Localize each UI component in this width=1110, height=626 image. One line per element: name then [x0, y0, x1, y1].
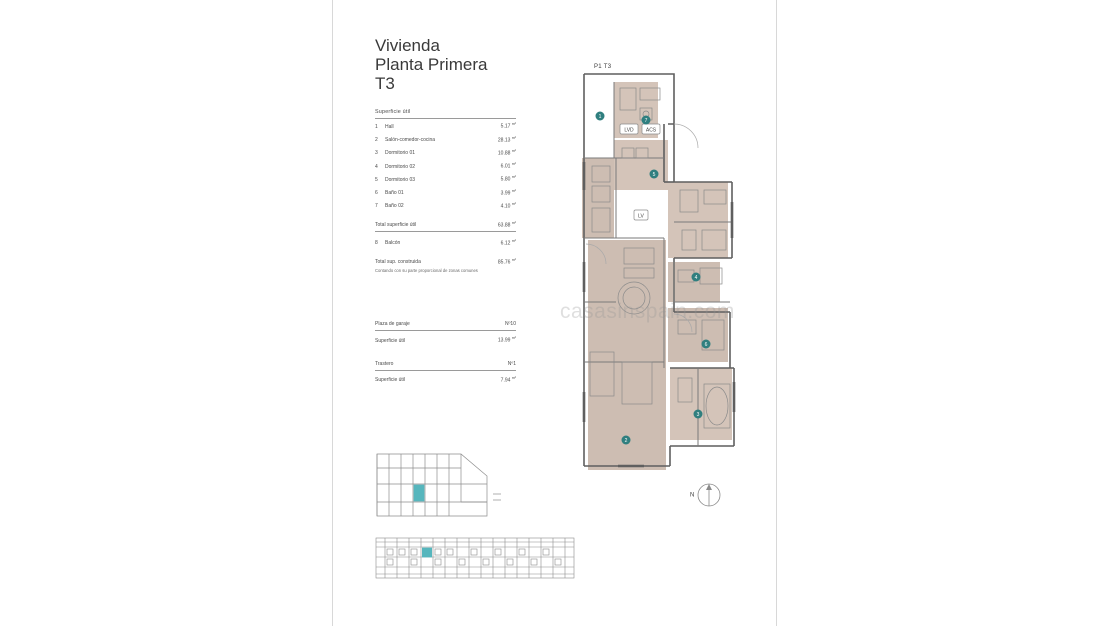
highlighted-unit — [414, 485, 425, 502]
table-row — [375, 172, 516, 185]
storage-value: Nº1 — [507, 360, 516, 367]
north-indicator — [690, 482, 722, 508]
row-name: Salón-comedor-cocina — [385, 137, 436, 144]
svg-text:LVD: LVD — [624, 127, 634, 134]
row-unit: m² — [511, 175, 516, 180]
row-name: Dormitorio 03 — [385, 176, 416, 183]
row-unit: m² — [511, 122, 516, 127]
garage-area-label: Superficie útil — [375, 337, 406, 344]
title-line-1: Vivienda — [375, 36, 440, 55]
svg-text:LV: LV — [638, 213, 644, 220]
total-useful-area-row — [375, 219, 516, 233]
svg-text:2: 2 — [624, 438, 628, 445]
page-frame-right-rule — [776, 0, 777, 626]
plan-code-label: P1 T3 — [594, 64, 612, 70]
surface-schedule — [375, 108, 516, 274]
row-unit: m² — [511, 188, 516, 193]
svg-text:7: 7 — [644, 118, 648, 125]
svg-text:5: 5 — [652, 172, 656, 179]
total-built-area-unit: m² — [511, 257, 516, 262]
table-row — [375, 159, 516, 172]
row-value: 28.13 — [497, 137, 511, 144]
title-line-2: Planta Primera — [375, 55, 488, 74]
row-value: 6.01 — [500, 163, 511, 170]
garage-label: Plaza de garaje — [375, 321, 410, 327]
svg-text:6: 6 — [704, 342, 708, 349]
row-number: 6 — [375, 190, 378, 197]
storage-area-label: Superficie útil — [375, 377, 406, 384]
watermark: casasinspain.com — [560, 300, 735, 323]
table-row — [375, 119, 516, 132]
site-key-plan-svg — [375, 450, 505, 525]
row-value: 5.17 — [500, 123, 511, 130]
row-value: 4.10 — [500, 203, 511, 210]
north-arrow-icon — [696, 482, 722, 508]
row-name: Hall — [385, 123, 394, 130]
floor-plan-svg — [578, 62, 743, 477]
row-number: 7 — [375, 203, 378, 210]
row-unit: m² — [511, 148, 516, 153]
storage-area-row — [375, 371, 516, 387]
surface-schedule-header: Superficie útil — [375, 108, 516, 119]
extras-schedule — [375, 320, 516, 386]
page-frame-left-rule — [332, 0, 333, 626]
row-number: 1 — [375, 123, 378, 130]
storage-area-unit: m² — [511, 375, 516, 380]
svg-text:ACS: ACS — [645, 127, 657, 134]
svg-text:3: 3 — [696, 412, 700, 419]
row-value: 5.80 — [500, 176, 511, 183]
common-areas-note: Contando con su parte proporcional de zonas comunes — [375, 268, 478, 274]
row-name: Dormitorio 02 — [385, 163, 416, 170]
row-value: 3.99 — [500, 190, 511, 197]
page-title — [375, 36, 487, 93]
table-row — [375, 132, 516, 145]
row-name: Balcón — [385, 240, 401, 247]
row-number: 3 — [375, 150, 378, 157]
row-number: 2 — [375, 137, 378, 144]
row-number: 5 — [375, 176, 378, 183]
highlighted-unit-elevation — [422, 548, 432, 558]
table-row — [375, 185, 516, 198]
garage-area-row — [375, 331, 516, 347]
total-built-area-label: Total sup. construida — [375, 259, 421, 266]
row-number: 8 — [375, 240, 378, 247]
row-unit: m² — [511, 135, 516, 140]
row-value: 6.12 — [500, 240, 511, 247]
total-useful-area-value: 63.88 — [497, 222, 511, 229]
site-key-plan — [375, 450, 505, 530]
title-line-3: T3 — [375, 74, 395, 93]
storage-row — [375, 360, 516, 371]
svg-text:1: 1 — [598, 114, 602, 121]
building-elevation — [375, 533, 575, 588]
svg-text:4: 4 — [694, 275, 698, 282]
total-useful-area-unit: m² — [511, 220, 516, 225]
building-elevation-svg — [375, 533, 575, 583]
garage-area-unit: m² — [511, 336, 516, 340]
floor-plan — [578, 62, 743, 482]
garage-row — [375, 320, 516, 331]
table-row — [375, 199, 516, 212]
north-label: N — [690, 492, 695, 499]
extras-spacer — [375, 347, 516, 360]
row-value: 10.88 — [497, 150, 511, 157]
row-unit: m² — [511, 201, 516, 206]
garage-value: Nº10 — [505, 321, 516, 327]
row-name: Baño 02 — [385, 203, 404, 210]
table-row — [375, 146, 516, 159]
garage-area-value: 13.99 — [497, 337, 511, 344]
total-useful-area-label: Total superficie útil — [375, 222, 417, 229]
row-name: Baño 01 — [385, 190, 404, 197]
total-built-area-row — [375, 256, 516, 267]
storage-area-value: 7.94 — [500, 377, 511, 384]
row-unit: m² — [511, 162, 516, 167]
row-number: 4 — [375, 163, 378, 170]
table-row — [375, 235, 516, 248]
storage-label: Trastero — [375, 360, 394, 367]
row-unit: m² — [511, 238, 516, 243]
row-name: Dormitorio 01 — [385, 150, 416, 157]
total-built-area-value: 85.76 — [497, 259, 511, 266]
